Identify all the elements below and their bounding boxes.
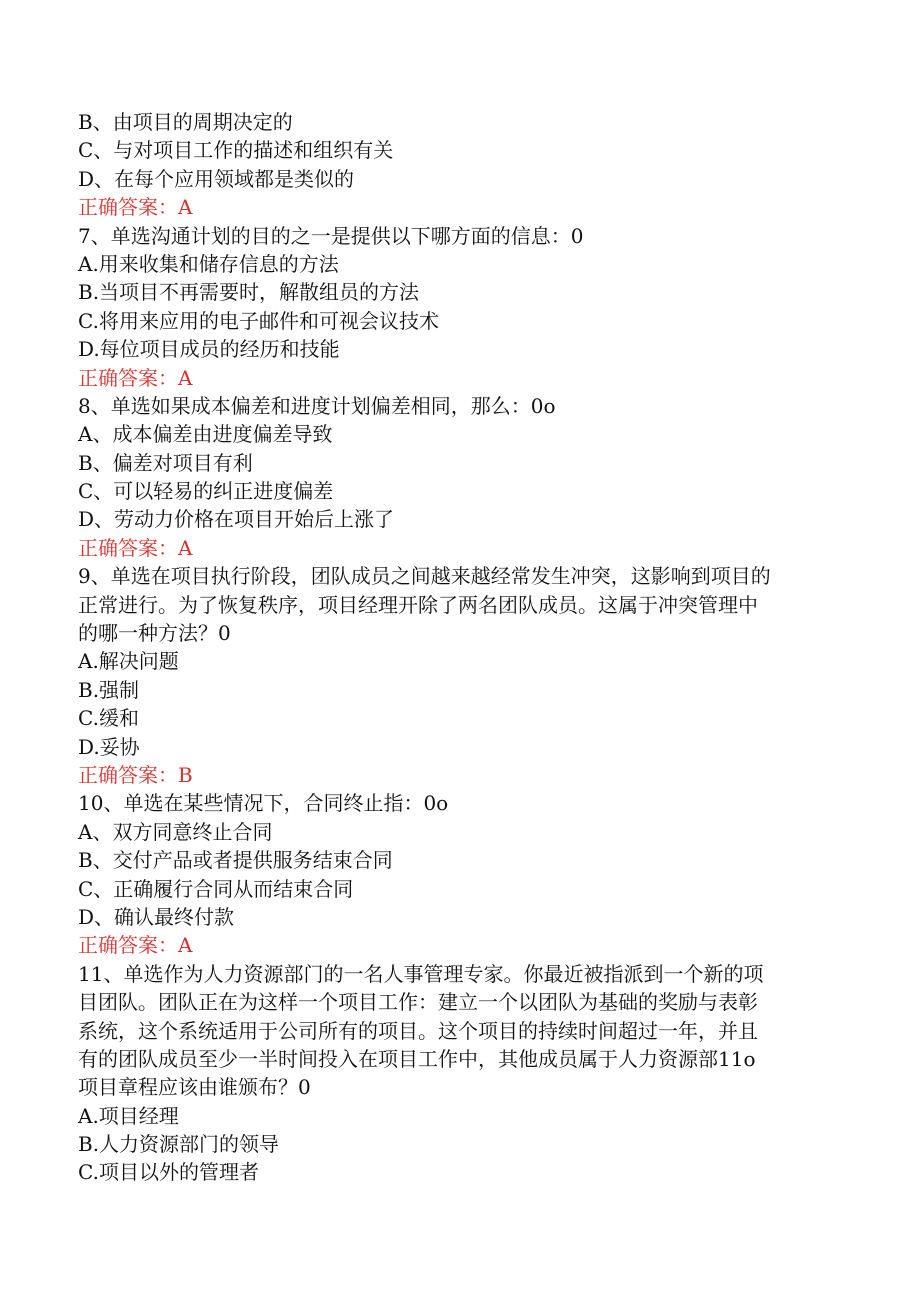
question-line: 9、单选在项目执行阶段，团队成员之间越来越经常发生冲突，这影响到项目的 [78, 564, 771, 589]
option-line: A、成本偏差由进度偏差导致 [78, 422, 333, 447]
option-line: A.解决问题 [78, 649, 179, 674]
question-line: 10、单选在某些情况下，合同终止指：0o [78, 791, 449, 816]
question-line: 目团队。团队正在为这样一个项目工作：建立一个以团队为基础的奖励与表彰 [78, 990, 758, 1015]
option-line: B.人力资源部门的领导 [78, 1132, 280, 1157]
option-line: A、双方同意终止合同 [78, 819, 273, 844]
option-line: D.每位项目成员的经历和技能 [78, 337, 340, 362]
question-line: 的哪一种方法？0 [78, 621, 231, 646]
option-line: B.当项目不再需要时，解散组员的方法 [78, 280, 420, 305]
option-line: D、劳动力价格在项目开始后上涨了 [78, 507, 395, 532]
question-line: 项目章程应该由谁颁布？0 [78, 1075, 311, 1100]
option-line: D.妥协 [78, 734, 140, 759]
answer-line: 正确答案：A [78, 933, 193, 958]
question-line: 11、单选作为人力资源部门的一名人事管理专家。你最近被指派到一个新的项 [78, 961, 764, 986]
question-line: 8、单选如果成本偏差和进度计划偏差相同，那么：0o [78, 393, 556, 418]
option-line: C.将用来应用的电子邮件和可视会议技术 [78, 308, 439, 333]
document-page [78, 108, 848, 1187]
answer-line: 正确答案：A [78, 535, 193, 560]
option-line: C、可以轻易的纠正进度偏差 [78, 479, 334, 504]
option-line: D、确认最终付款 [78, 904, 235, 929]
option-line: C.项目以外的管理者 [78, 1160, 259, 1185]
answer-line: 正确答案：B [78, 762, 193, 787]
question-line: 有的团队成员至少一半时间投入在项目工作中，其他成员属于人力资源部11o [78, 1046, 756, 1071]
option-line: C、与对项目工作的描述和组织有关 [78, 138, 394, 163]
option-line: B.强制 [78, 677, 140, 702]
option-line: C.缓和 [78, 706, 139, 731]
option-line: B、由项目的周期决定的 [78, 110, 293, 134]
question-line: 正常进行。为了恢复秩序，项目经理开除了两名团队成员。这属于冲突管理中 [78, 592, 758, 617]
option-line: D、在每个应用领域都是类似的 [78, 166, 355, 191]
option-line: B、偏差对项目有利 [78, 450, 253, 475]
option-line: A.用来收集和储存信息的方法 [78, 251, 339, 276]
answer-line: 正确答案：A [78, 365, 193, 390]
question-line: 系统，这个系统适用于公司所有的项目。这个项目的持续时间超过一年，并且 [78, 1018, 758, 1043]
answer-line: 正确答案：A [78, 195, 193, 220]
option-line: B、交付产品或者提供服务结束合同 [78, 848, 393, 873]
question-line: 7、单选沟通计划的目的之一是提供以下哪方面的信息：0 [78, 223, 584, 248]
option-line: A.项目经理 [78, 1103, 179, 1128]
option-line: C、正确履行合同从而结束合同 [78, 876, 354, 901]
